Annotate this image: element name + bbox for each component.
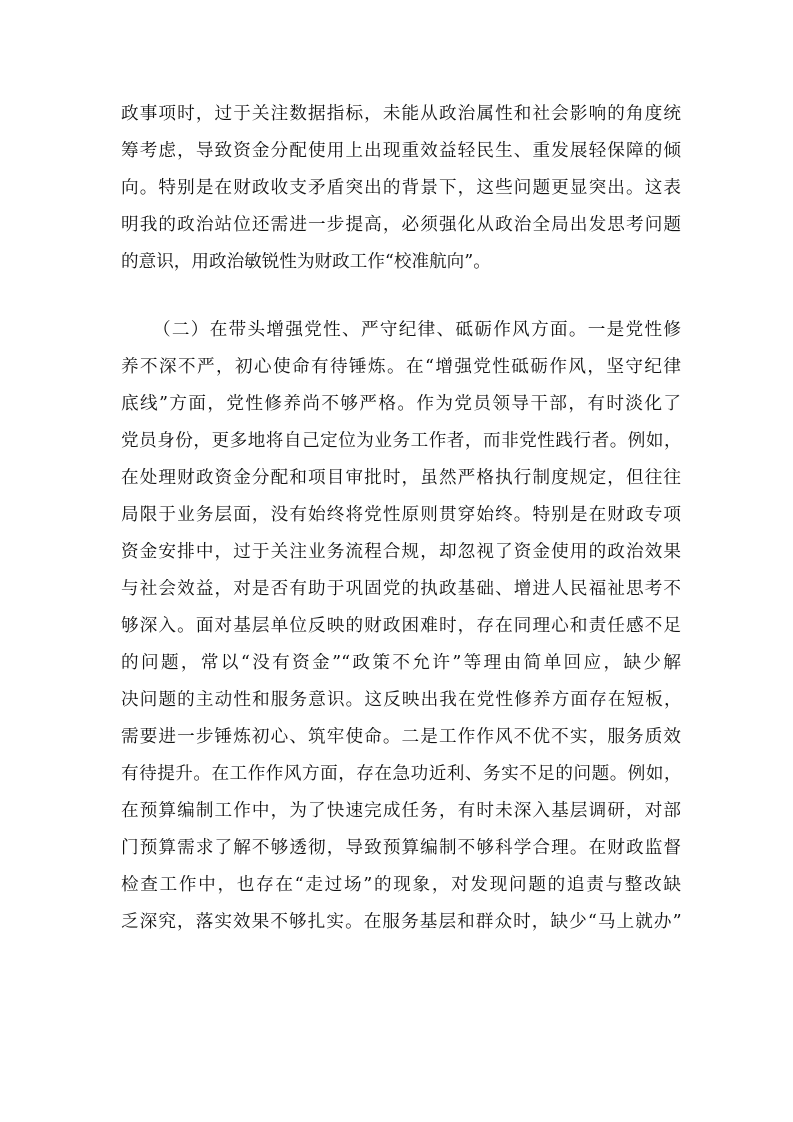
text-line: 资金安排中，过于关注业务流程合规，却忽视了资金使用的政治效果 [121, 542, 681, 562]
section-heading-line: （二）在带头增强党性、严守纪律、砥砺作风方面。一是党性修 [153, 320, 681, 340]
text-line: 在处理财政资金分配和项目审批时，虽然严格执行制度规定，但往往 [121, 468, 681, 488]
text-line: 与社会效益，对是否有助于巩固党的执政基础、增进人民福祉思考不 [121, 579, 681, 599]
text-line: 门预算需求了解不够透彻，导致预算编制不够科学合理。在财政监督 [121, 838, 681, 858]
paragraph-continuation [121, 96, 681, 281]
text-line: 够深入。面对基层单位反映的财政困难时，存在同理心和责任感不足 [121, 616, 681, 636]
text-line: 检查工作中，也存在“走过场”的现象，对发现问题的追责与整改缺 [121, 875, 681, 895]
text-line: 筹考虑，导致资金分配使用上出现重效益轻民生、重发展轻保障的倾 [121, 141, 681, 161]
text-line: 养不深不严，初心使命有待锤炼。在“增强党性砥砺作风，坚守纪律 [121, 357, 681, 377]
text-line: 需要进一步锤炼初心、筑牢使命。二是工作作风不优不实，服务质效 [121, 727, 681, 747]
text-line: 党员身份，更多地将自己定位为业务工作者，而非党性践行者。例如， [121, 431, 681, 451]
text-line: 向。特别是在财政收支矛盾突出的背景下，这些问题更显突出。这表 [121, 178, 681, 198]
text-line: 政事项时，过于关注数据指标，未能从政治属性和社会影响的角度统 [121, 104, 681, 124]
text-line: 的问题，常以“没有资金”“政策不允许”等理由简单回应，缺少解 [121, 653, 681, 673]
text-line: 在预算编制工作中，为了快速完成任务，有时未深入基层调研，对部 [121, 801, 681, 821]
paragraph-section-two [121, 312, 681, 941]
text-line: 有待提升。在工作作风方面，存在急功近利、务实不足的问题。例如， [121, 764, 681, 784]
text-line: 局限于业务层面，没有始终将党性原则贯穿始终。特别是在财政专项 [121, 505, 681, 525]
text-line: 明我的政治站位还需进一步提高，必须强化从政治全局出发思考问题 [121, 215, 681, 235]
text-line: 的意识，用政治敏锐性为财政工作“校准航向”。 [121, 252, 491, 272]
text-line: 底线”方面，党性修养尚不够严格。作为党员领导干部，有时淡化了 [121, 394, 681, 414]
text-line: 决问题的主动性和服务意识。这反映出我在党性修养方面存在短板， [121, 690, 681, 710]
text-line: 乏深究，落实效果不够扎实。在服务基层和群众时，缺少“马上就办” [121, 912, 681, 932]
